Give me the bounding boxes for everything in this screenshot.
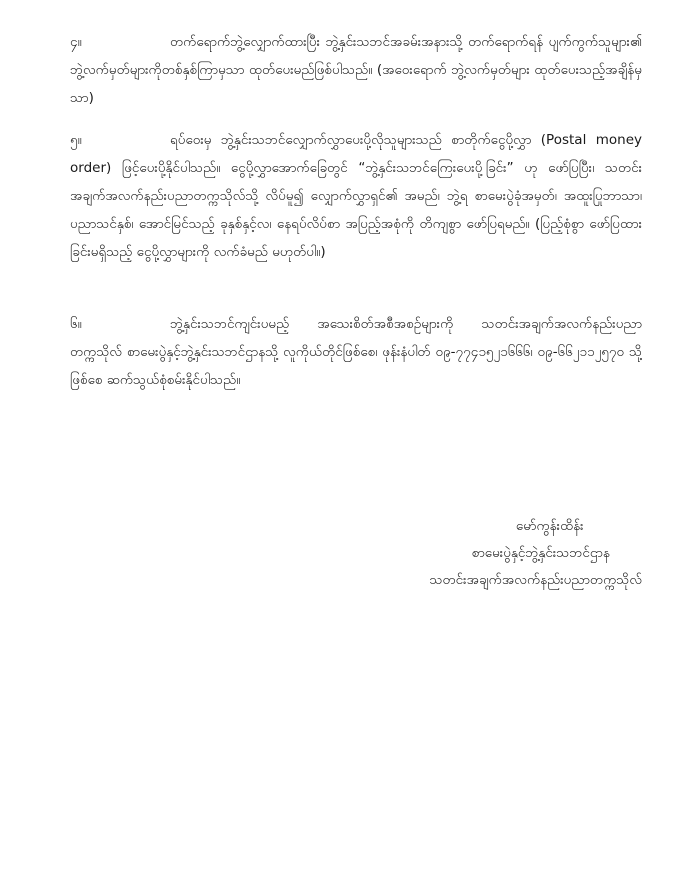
paragraph-4-text: တက်ရောက်ဘွဲ့လျှောက်ထားပြီး ဘွဲ့နှင်းသဘင်အခမ်းအနားသို့ တက်ရောက်ရန် ပျက်ကွက်သူများ၏ ဘွဲ့လက်မှတ်များကိုတစ်နှစ်ကြာမှသာ ထုတ်ပေးမည်ဖြစ်ပါသည်။ (အဝေးရောက် ဘွဲ့လက်မှတ်များ ထုတ်ပေးသည့်အချိန်မှသာ) xyxy=(70,34,642,106)
paragraph-5-text: ရပ်ဝေးမှ ဘွဲ့နှင်းသဘင်လျှောက်လွှာပေးပို့လိုသူများသည် စာတိုက်ငွေပို့လွှာ (Postal money order) ဖြင့်ပေးပို့နိုင်ပါသည်။ ငွေပို့လွှာအောက်ခြေတွင် “ဘွဲ့နှင်းသဘင်ကြေးပေးပို့ခြင်း” ဟု ဖော်ပြပြီး၊ သတင်းအချက်အလက်နည်းပညာတက္ကသိုလ်သို့ လိပ်မူ၍ လျှောက်လွှာရှင်၏ အမည်၊ ဘွဲ့ရ စာမေးပွဲခုံအမှတ်၊ အထူးပြုဘာသာ၊ ပညာသင်နှစ်၊ အောင်မြင်သည့် ခုနှစ်နှင့်လ၊ နေရပ်လိပ်စာ အပြည့်အစုံကို တိကျစွာ ဖော်ပြရမည်။ (ပြည့်စုံစွာ ဖော်ပြထားခြင်းမရှိသည့် ငွေပို့လွှာများကို လက်ခံမည် မဟုတ်ပါ။) xyxy=(70,132,642,260)
signature-title: မော်ကွန်းထိန်း xyxy=(515,518,584,534)
paragraph-4-number: ၄။ xyxy=(70,34,82,50)
paragraph-6-number: ၆။ xyxy=(70,316,82,332)
signature-institution: သတင်းအချက်အလက်နည်းပညာတက္ကသိုလ် xyxy=(429,572,642,588)
paragraph-6-text: ဘွဲ့နှင်းသဘင်ကျင်းပမည့် အသေးစိတ်အစီအစဉ်များကို သတင်းအချက်အလက်နည်းပညာ တက္ကသိုလ် စာမေးပွဲနှင့်ဘွဲ့နှင်းသဘင်ဌာနသို့ လူကိုယ်တိုင်ဖြစ်စေ၊ ဖုန်းနံပါတ် ၀၉-၇၇၄၁၅၂၁၆၆၆၊ ၀၉-၆၆၂၁၁၂၅၇၀ သို့ဖြစ်စေ ဆက်သွယ်စုံစမ်းနိုင်ပါသည်။ xyxy=(70,316,642,388)
signature-department: စာမေးပွဲနှင့်ဘွဲ့နှင်းသဘင်ဌာန xyxy=(471,545,610,561)
paragraph-4 xyxy=(70,28,642,112)
paragraph-5-number: ၅။ xyxy=(70,132,82,148)
paragraph-6 xyxy=(70,310,642,394)
paragraph-5 xyxy=(70,126,642,266)
signature-block xyxy=(429,513,642,594)
